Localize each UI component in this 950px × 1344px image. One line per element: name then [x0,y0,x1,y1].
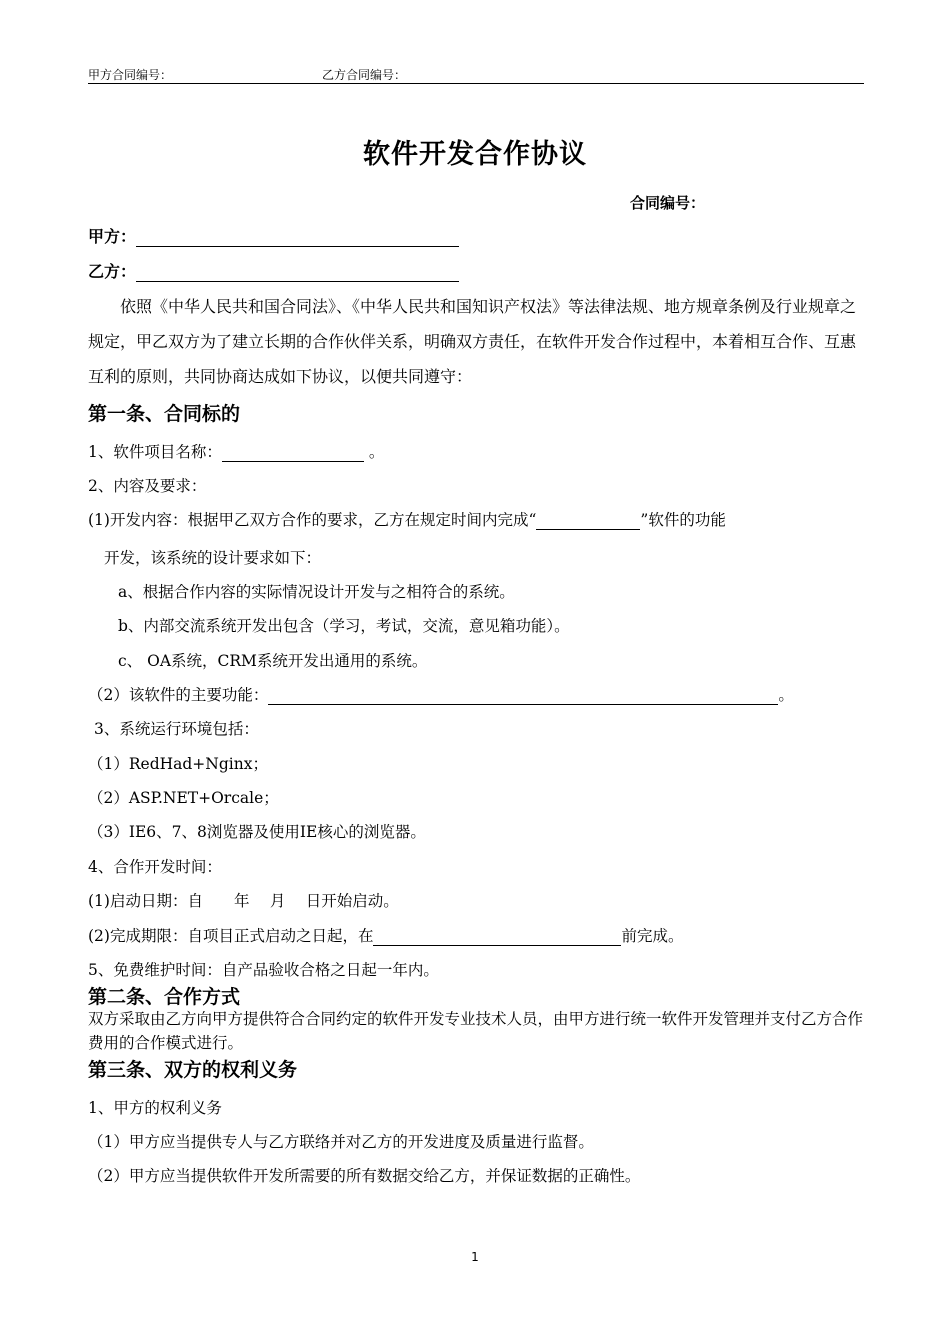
party-a-duty-1: （1）甲方应当提供专人与乙方联络并对乙方的开发进度及质量进行监督。 [88,1133,594,1151]
runtime-env-heading: 3、系统运行环境包括： [94,720,259,738]
deadline-text: (2)完成期限：自项目正式启动之日起，在 [88,927,374,945]
cooperation-mode-text: 双方采取由乙方向甲方提供符合合同约定的软件开发专业技术人员，由甲方进行统一软件开发管理并支付乙方合作费用的合作模式进行。 [88,1010,864,1052]
requirement-c: c、 OA系统，CRM系统开发出通用的系统。 [118,652,428,670]
page-number: 1 [471,1250,479,1264]
requirement-b: b、内部交流系统开发出包含（学习，考试，交流，意见箱功能）。 [118,617,570,635]
party-b-line [88,259,459,282]
deadline-suffix: 前完成。 [621,927,684,945]
requirement-a: a、根据合作内容的实际情况设计开发与之相符合的系统。 [118,583,515,601]
party-b-blank [136,263,459,282]
main-function-line [88,683,794,705]
start-date-line: (1)启动日期：自 年 月 日开始启动。 [88,892,399,910]
project-name-blank [222,443,364,462]
runtime-env-2: （2）ASP.NET+Orcale； [88,789,279,807]
main-function-end: 。 [778,686,794,704]
main-function-label: （2）该软件的主要功能： [88,686,269,704]
dev-content-line [88,508,726,530]
article-2-heading: 第二条、合作方式 [88,986,241,1008]
project-name-line [88,440,384,462]
article-1-heading: 第一条、合同标的 [88,403,241,425]
party-b-contract-no-label: 乙方合同编号： [322,68,407,82]
dev-content-suffix: ”软件的功能 [640,511,726,529]
main-function-blank [268,686,778,705]
party-a-duty-2: （2）甲方应当提供软件开发所需要的所有数据交给乙方，并保证数据的正确性。 [88,1167,641,1185]
dev-time-heading: 4、合作开发时间： [88,858,222,876]
document-title: 软件开发合作协议 [363,139,587,170]
party-a-contract-no-label: 甲方合同编号： [88,68,173,82]
dev-content-continued: 开发，该系统的设计要求如下： [104,549,322,567]
preamble-text: 依照《中华人民共和国合同法》、《中华人民共和国知识产权法》等法律法规、地方规章条例及行业规章之规定，甲乙双方为了建立长期的合作伙伴关系，明确双方责任，在软件开发合作过程中，本着相互合作、互惠互利的原则，共同协商达成如下协议，以便共同遵守： [88,297,857,386]
dev-content-text: (1)开发内容：根据甲乙双方合作的要求，乙方在规定时间内完成“ [88,511,537,529]
article-3-heading: 第三条、双方的权利义务 [88,1059,298,1081]
content-requirements: 2、内容及要求： [88,477,207,495]
preamble-paragraph [88,289,864,394]
deadline-blank [373,927,621,946]
header-rule [88,83,864,84]
project-name-label: 1、软件项目名称： [88,443,222,461]
runtime-env-3: （3）IE6、7、8浏览器及使用IE核心的浏览器。 [88,823,426,841]
free-maintenance-line: 5、免费维护时间：自产品验收合格之日起一年内。 [88,961,439,979]
party-a-blank [136,228,459,247]
project-name-end: 。 [368,443,385,461]
contract-number-label: 合同编号： [630,194,706,212]
software-name-blank [536,511,640,530]
party-b-label: 乙方： [88,262,137,281]
runtime-env-1: （1）RedHad+Nginx； [88,755,268,773]
party-a-line [88,224,459,247]
deadline-line [88,924,683,946]
party-a-label: 甲方： [88,227,137,246]
party-a-rights-heading: 1、甲方的权利义务 [88,1099,222,1117]
